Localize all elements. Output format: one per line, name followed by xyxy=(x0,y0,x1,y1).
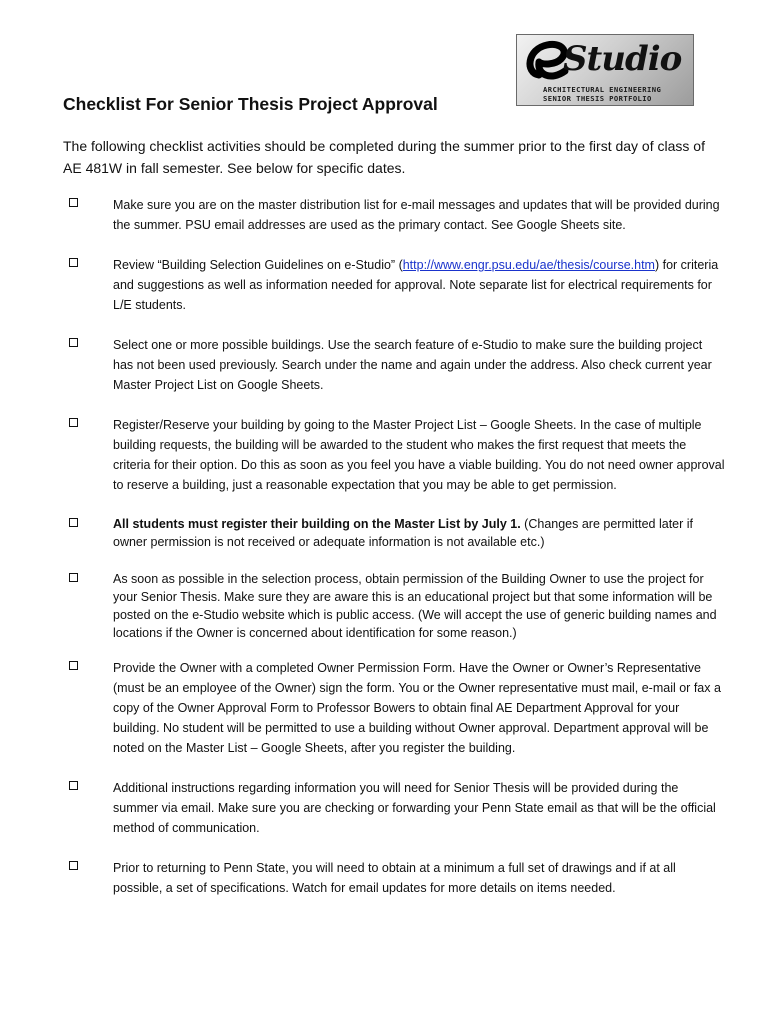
logo-wordmark: Studio xyxy=(563,39,682,79)
checkbox[interactable] xyxy=(69,518,78,527)
checklist-item-text: Register/Reserve your building by going to the Master Project List – Google Sheets. In the case of multiple building requests, the building will be awarded to the student who makes the first request that meets the criteria for their option. Do this as soon as you feel you have a viable building. You do not need owner approval to reserve a building, just a reasonable expectation that you may be able to get permission. xyxy=(113,418,725,492)
intro-paragraph: The following checklist activities should be completed during the summer prior to the first day of class of AE 481W in fall semester. See below for specific dates. xyxy=(63,138,705,176)
checklist-item-text: Provide the Owner with a completed Owner Permission Form. Have the Owner or Owner’s Representative (must be an employee of the Owner) sign the form. You or the Owner representative must mail, e-mail or fax a copy of the Owner Approval Form to Professor Bowers to obtain final AE Department Approval for your building. No student will be permitted to use a building without Owner approval. Department approval will be noted on the Master List – Google Sheets, after you register the building. xyxy=(113,661,721,755)
logo-subtitle-line-1: ARCHITECTURAL ENGINEERING xyxy=(543,85,662,94)
deadline-notice-detail: (Changes are permitted later if owner permission is not received or adequate information is not available etc.) xyxy=(113,517,694,549)
checklist-item-text: Prior to returning to Penn State, you will need to obtain at a minimum a full set of drawings and if at all possible, a set of specifications. Watch for email updates for more details on items needed. xyxy=(113,861,676,895)
item-text-before-link: Review “Building Selection Guidelines on e-Studio” ( xyxy=(113,258,403,272)
checklist-item-text: Additional instructions regarding information you will need for Senior Thesis will be provided during the summer via email. Make sure you are checking or forwarding your Penn State email as that will be the official method of communication. xyxy=(113,781,716,835)
checkbox[interactable] xyxy=(69,861,78,870)
checklist-item-text: Make sure you are on the master distribution list for e-mail messages and updates that will be provided during the summer. PSU email addresses are used as the primary contact. See Google Sheets site. xyxy=(113,198,720,232)
checklist-item-text: As soon as possible in the selection process, obtain permission of the Building Owner to use the project for your Senior Thesis. Make sure they are aware this is an educational project but that some information will be posted on the e-Studio website which is public access. (We will accept the use of generic building names and locations if the Owner is concerned about identification for some reason.) xyxy=(113,572,717,640)
checkbox[interactable] xyxy=(69,661,78,670)
checkbox[interactable] xyxy=(69,338,78,347)
item-text-after-link: ) for criteria and suggestions as well as information needed for approval. Note separate list for electrical requirements for L/E students. xyxy=(113,258,719,312)
checklist-item-text xyxy=(113,515,725,551)
checklist-item-text xyxy=(113,255,725,315)
checkbox[interactable] xyxy=(69,781,78,790)
logo-subtitle-line-2: SENIOR THESIS PORTFOLIO xyxy=(543,94,652,103)
deadline-notice: All students must register their building on the Master List by July 1. xyxy=(113,517,521,531)
checkbox[interactable] xyxy=(69,198,78,207)
checklist-item-text: Select one or more possible buildings. Use the search feature of e-Studio to make sure the building project has not been used previously. Search under the name and again under the address. Also check current year Master Project List on Google Sheets. xyxy=(113,338,712,392)
checkbox[interactable] xyxy=(69,258,78,267)
page-title: Checklist For Senior Thesis Project Approval xyxy=(63,94,438,114)
estudio-logo xyxy=(516,34,694,106)
checkbox[interactable] xyxy=(69,573,78,582)
checkbox[interactable] xyxy=(69,418,78,427)
course-guidelines-link[interactable]: http://www.engr.psu.edu/ae/thesis/course.htm xyxy=(402,258,655,272)
